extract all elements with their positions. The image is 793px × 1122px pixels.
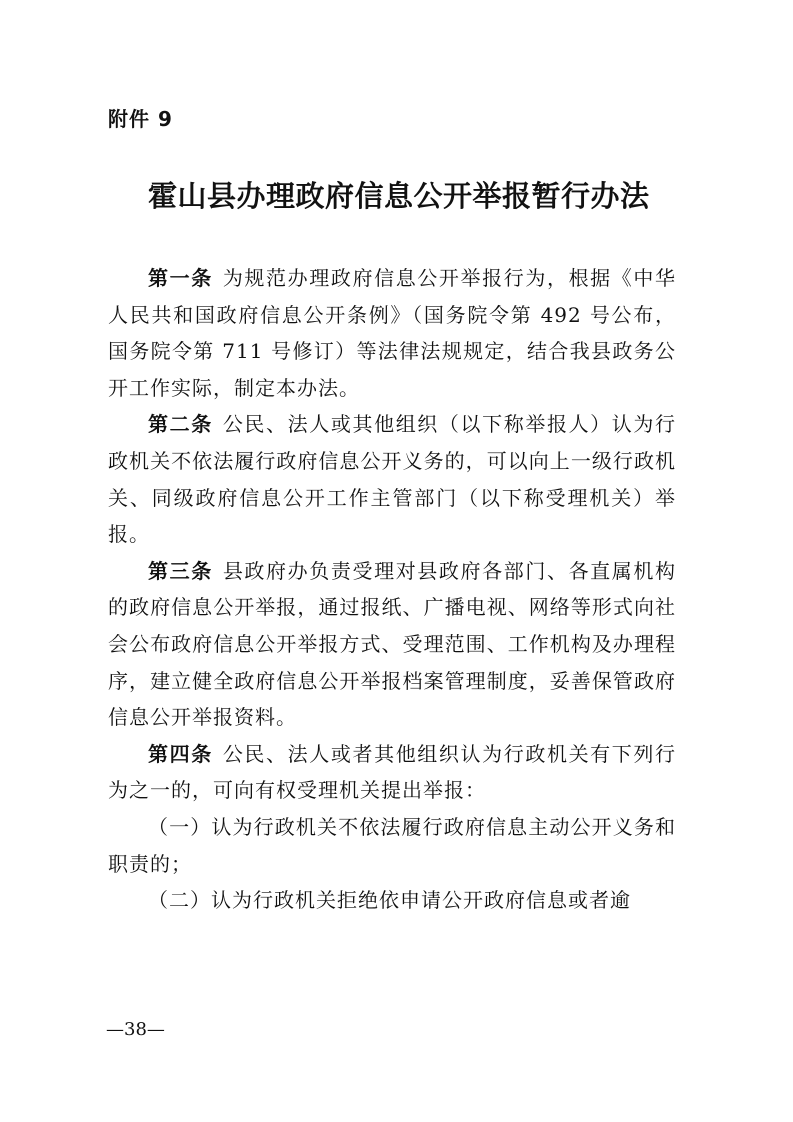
attachment-label: 附件 9 xyxy=(108,107,173,131)
document-body xyxy=(108,260,676,919)
article-number: 第二条 xyxy=(148,412,213,437)
article-text: 为规范办理政府信息公开举报行为，根据《中华人民共和国政府信息公开条例》（国务院令第 492 号公布，国务院令第 711 号修订）等法律法规规定，结合我县政务公开工作实际，制定本办法。 xyxy=(108,266,677,400)
article-number: 第三条 xyxy=(148,558,213,583)
article-text: 公民、法人或者其他组织认为行政机关有下列行为之一的，可向有权受理机关提出举报： xyxy=(108,741,677,803)
article-text: 公民、法人或其他组织（以下称举报人）认为行政机关不依法履行政府信息公开义务的，可以向上一级行政机关、同级政府信息公开工作主管部门（以下称受理机关）举报。 xyxy=(108,412,677,547)
article-3 xyxy=(108,553,676,736)
list-item: （二）认为行政机关拒绝依申请公开政府信息或者逾 xyxy=(148,888,631,913)
document-title: 霍山县办理政府信息公开举报暂行办法 xyxy=(148,179,650,213)
list-item: （一）认为行政机关不依法履行政府信息主动公开义务和职责的； xyxy=(108,814,676,876)
article-number: 第四条 xyxy=(148,741,213,766)
article-2 xyxy=(108,406,676,552)
page-number: —38— xyxy=(106,1019,165,1040)
article-1 xyxy=(108,260,676,406)
article-text: 县政府办负责受理对县政府各部门、各直属机构的政府信息公开举报，通过报纸、广播电视、网络等形式向社会公布政府信息公开举报方式、受理范围、工作机构及办理程序，建立健全政府信息公开举报档案管理制度，妥善保管政府信息公开举报资料。 xyxy=(108,558,677,730)
article-4 xyxy=(108,736,676,809)
article-number: 第一条 xyxy=(148,266,213,290)
